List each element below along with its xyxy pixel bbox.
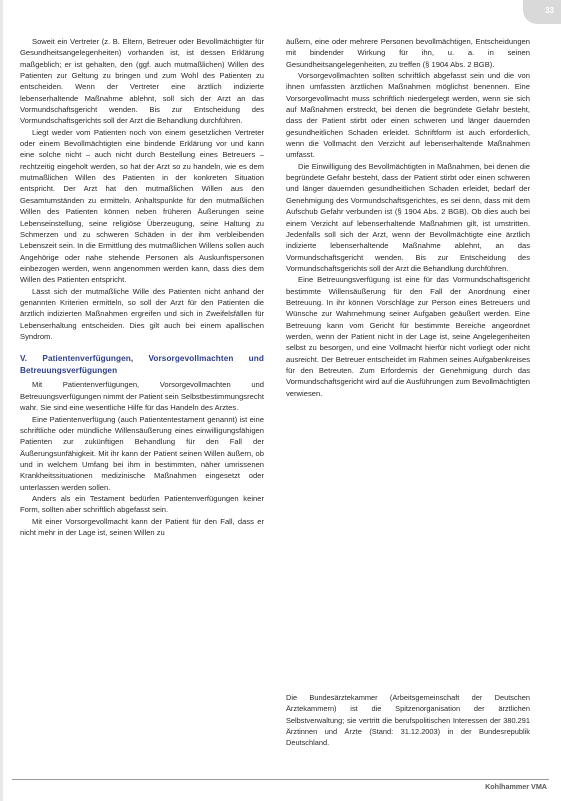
paragraph: Eine Betreuungsverfügung ist eine für das Vormundschaftsgericht bestimmte Willensäußerung für den Fall der Anordnung einer Betreuung. In ihr können Vorschläge zur Person eines Betreuers und Wünsche zur Wahrnehmung seiner Aufgaben geäußert werden. Eine Betreuung kann vom Gericht für bestimmte Bereiche angeordnet werden, wenn der Patient nicht in der Lage ist, seine Angelegenheiten selbst zu besorgen, und eine Vollmacht hierfür nicht vorliegt oder nicht ausreicht. Der Betreuer entscheidet im Rahmen seines Aufgabenkreises für den Betreuten. Zum Erfordernis der Genehmigung durch das Vormundschaftsgericht wird auf die Ausführungen zum Bevollmächtigten verwiesen. <box>286 275 530 398</box>
paragraph: Anders als ein Testament bedürfen Patientenverfügungen keiner Form, sollten aber schriftlich abgefasst sein. <box>20 493 264 515</box>
right-column <box>286 36 530 399</box>
paragraph: Mit Patientenverfügungen, Vorsorgevollmachten und Betreuungsverfügungen nimmt der Patient sein Selbstbestimmungsrecht wahr. Sie sind eine wesentliche Hilfe für das Handeln des Arztes. <box>20 380 264 413</box>
page-corner-tab <box>523 0 561 24</box>
page-edge-shadow <box>0 0 3 801</box>
paragraph: Die Einwilligung des Bevollmächtigten in Maßnahmen, bei denen die begründete Gefahr besteht, dass der Patient stirbt oder einen schweren und länger dauernden gesundheitlichen Schaden erleidet, bedarf der Genehmigung des Vormundschaftsgerichtes, es sei denn, dass mit dem Aufschub Gefahr verbunden ist (§ 1904 Abs. 2 BGB). Ob dies auch bei einem Verzicht auf lebenserhaltende Maßnahmen gilt, ist umstritten. Jedenfalls soll sich der Arzt, wenn der Bevollmächtigte eine ärztlich indizierte lebenserhaltende Maßnahme ablehnt, an das Vormundschaftsgericht wenden. Bis zur Entscheidung des Vormundschaftsgerichts soll der Arzt die Behandlung durchführen. <box>286 161 530 273</box>
left-column <box>20 36 264 538</box>
paragraph: äußern, eine oder mehrere Personen bevollmächtigen, Entscheidungen mit bindender Wirkung für ihn, u. a. in seinen Gesundheitsangelegenheiten, zu treffen (§ 1904 Abs. 2 BGB). <box>286 37 530 69</box>
paragraph: Lässt sich der mutmaßliche Wille des Patienten nicht anhand der genannten Kriterien ermitteln, so soll der Arzt für den Patienten die ärztlich indizierten Maßnahmen ergreifen und sich in Zweifelsfällen für Lebenserhaltung entscheiden. Dies gilt auch bei einem apallischen Syndrom. <box>20 286 264 341</box>
paragraph: Eine Patientenverfügung (auch Patiententestament genannt) ist eine schriftliche oder mündliche Willensäußerung eines einwilligungsfähigen Patienten zur zukünftigen Behandlung für den Fall der Äußerungsunfähigkeit. Mit ihr kann der Patient seinen Willen äußern, ob und in welchem Umfang bei ihm in bestimmten, näher umrissenen Krankheitssituationen medizinische Maßnahmen eingesetzt oder unterlassen werden sollen. <box>20 414 264 492</box>
paragraph: Mit einer Vorsorgevollmacht kann der Patient für den Fall, dass er nicht mehr in der Lage ist, seinen Willen zu <box>20 516 264 537</box>
page-number: 33 <box>545 6 554 15</box>
footer-publisher: Kohlhammer VMA <box>485 782 547 791</box>
section-heading: V. Patientenverfügungen, Vorsorgevollmachten und Betreuungsverfügungen <box>20 354 264 375</box>
bottom-rule <box>12 779 549 780</box>
publisher-footnote: Die Bundesärztekammer (Arbeitsgemeinschaft der Deutschen Ärztekammern) ist die Spitzenorganisation der ärztlichen Selbstverwaltung; sie vertritt die berufspolitischen Interessen der 380.291 Ärztinnen und Ärzte (Stand: 31.12.2003) in der Bundesrepublik Deutschland. <box>286 693 530 748</box>
paragraph: Liegt weder vom Patienten noch von einem gesetzlichen Vertreter oder einem Bevollmächtigten eine bindende Erklärung vor und kann eine solche nicht – auch nicht durch Bestellung eines Betreuers – rechtzeitig eingeholt werden, so hat der Arzt so zu handeln, wie es dem mutmaßlichen Willen des Patienten in der konkreten Situation entspricht. Der Arzt hat den mutmaßlichen Willen aus den Gesamtumständen zu ermitteln. Anhaltspunkte für den mutmaßlichen Willen des Patienten können neben früheren Äußerungen seine Lebenseinstellung, seine religiöse Überzeugung, seine Haltung zu Schmerzen und zu schweren Schäden in der ihm verbleibenden Lebenszeit sein. In die Ermittlung des mutmaßlichen Willens sollen auch Angehörige oder nahe stehende Personen als Auskunftspersonen einbezogen werden, wenn angenommen werden kann, dass dies dem Willen des Patienten entspricht. <box>20 127 264 285</box>
paragraph: Soweit ein Vertreter (z. B. Eltern, Betreuer oder Bevollmächtigter für Gesundheitsangelegenheiten) vorhanden ist, ist dessen Erklärung maßgeblich; er ist gehalten, den (ggf. auch mutmaßlichen) Willen des Patienten zur Geltung zu bringen und zum Wohl des Patienten zu entscheiden. Wenn der Vertreter eine ärztlich indizierte lebenserhaltende Maßnahme ablehnt, soll sich der Arzt an das Vormundschaftsgericht wenden. Bis zur Entscheidung des Vormundschaftsgerichts soll der Arzt die Behandlung durchführen. <box>20 37 264 126</box>
paragraph: Vorsorgevollmachten sollten schriftlich abgefasst sein und die von ihnen umfassten ärztlichen Maßnahmen möglichst benennen. Eine Vorsorgevollmacht muss schriftlich niedergelegt werden, wenn sie sich auf Maßnahmen erstreckt, bei denen die begründete Gefahr besteht, dass der Patient stirbt oder einen schweren und länger dauernden gesundheitlichen Schaden erleidet. Schriftform ist auch erforderlich, wenn die Vollmacht den Verzicht auf lebenserhaltende Maßnahmen umfasst. <box>286 71 530 160</box>
